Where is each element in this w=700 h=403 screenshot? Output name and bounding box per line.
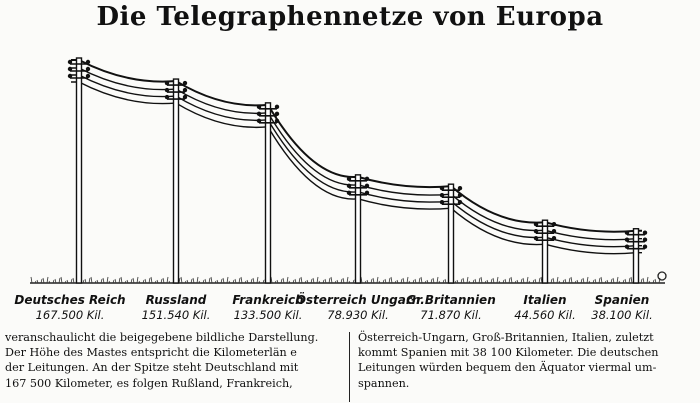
mast-label: Gr.Britannien <box>406 293 496 307</box>
grass-blade <box>317 277 318 283</box>
grass-blade <box>151 277 152 283</box>
caption-left-column <box>5 330 343 391</box>
caption-line: veranschaulicht die beigegebene bildliche Darstellung. <box>5 331 319 344</box>
insulator-icon <box>86 74 90 78</box>
caption <box>0 330 700 403</box>
grass-blade <box>331 277 332 283</box>
mast-label: Frankreich <box>232 293 304 307</box>
insulator-icon <box>347 191 351 195</box>
mast-value-label: 78.930 Kil. <box>327 308 389 322</box>
insulator-icon <box>257 119 261 123</box>
insulator-icon <box>534 222 538 226</box>
grass-blade <box>301 277 302 283</box>
insulator-icon <box>275 119 279 123</box>
mast-value-label: 151.540 Kil. <box>141 308 211 322</box>
grass-blade <box>557 277 558 283</box>
grass-blade <box>287 277 288 283</box>
insulator-icon <box>458 200 462 204</box>
mast-label: Österreich Ungarn <box>295 293 421 307</box>
insulator-icon <box>534 236 538 240</box>
caption-right-column <box>358 330 694 391</box>
insulator-icon <box>86 60 90 64</box>
grass-blade <box>631 277 632 283</box>
insulator-icon <box>643 231 647 235</box>
caption-line: Der Höhe des Mastes entspricht die Kilometerlän e <box>5 346 297 360</box>
grass-blade <box>91 277 92 283</box>
insulator-icon <box>458 186 462 190</box>
mast-value-label: 133.500 Kil. <box>233 308 303 322</box>
insulator-icon <box>365 177 369 181</box>
mast-value-label: 38.100 Kil. <box>591 308 653 322</box>
insulator-icon <box>440 193 444 197</box>
grass-blade <box>497 277 498 283</box>
insulator-icon <box>552 236 556 240</box>
grass-blade <box>121 277 122 283</box>
grass-blade <box>481 277 482 283</box>
grass-blade <box>617 277 618 283</box>
grass-blade <box>571 277 572 283</box>
mast-value-label: 167.500 Kil. <box>35 308 105 322</box>
grass-blade <box>241 277 242 283</box>
insulator-icon <box>257 112 261 116</box>
insulator-icon <box>165 81 169 85</box>
insulator-icon <box>440 200 444 204</box>
insulator-icon <box>165 88 169 92</box>
grass-blade <box>211 277 212 283</box>
grass-blade <box>587 277 588 283</box>
insulator-icon <box>275 105 279 109</box>
mast-bar <box>634 229 639 283</box>
insulator-icon <box>365 191 369 195</box>
insulator-icon <box>365 184 369 188</box>
insulator-icon <box>625 245 629 249</box>
insulator-icon <box>183 95 187 99</box>
mast-bar <box>356 175 361 283</box>
caption-line: spannen. <box>358 376 410 390</box>
grass-blade <box>347 277 348 283</box>
caption-line: kommt Spanien mit 38 100 Kilometer. Die deutschen <box>358 346 659 360</box>
insulator-icon <box>552 229 556 233</box>
mast-value-label: 44.560 Kil. <box>514 308 576 322</box>
grass-blade <box>227 277 228 283</box>
grass-blade <box>407 277 408 283</box>
insulator-icon <box>86 67 90 71</box>
grass-blade <box>421 277 422 283</box>
grass-blade <box>107 277 108 283</box>
grass-blade <box>47 277 48 283</box>
grass-blade <box>437 277 438 283</box>
insulator-icon <box>68 60 72 64</box>
mast-bar <box>77 58 82 283</box>
grass-blade <box>137 277 138 283</box>
caption-line: der Leitungen. An der Spitze steht Deutschland mit <box>5 361 299 375</box>
insulator-icon <box>68 74 72 78</box>
grass-blade <box>377 277 378 283</box>
insulator-icon <box>347 177 351 181</box>
mast-bar <box>266 103 271 283</box>
grass-blade <box>527 277 528 283</box>
mast-label: Spanien <box>594 293 650 307</box>
grass-blade <box>601 277 602 283</box>
caption-line: Leitungen würden bequem den Äquator viermal um- <box>358 361 657 375</box>
mast-bar <box>543 220 548 283</box>
insulator-icon <box>643 245 647 249</box>
insulator-icon <box>552 222 556 226</box>
page-title: Die Telegraphennetze von Europa <box>96 2 604 32</box>
grass-blade <box>61 277 62 283</box>
insulator-icon <box>347 184 351 188</box>
grass-blade <box>257 277 258 283</box>
grass-blade <box>31 277 32 283</box>
caption-line: 167 500 Kilometer, es folgen Rußland, Frankreich, <box>5 376 293 390</box>
mast-label: Deutsches Reich <box>14 293 126 307</box>
caption-line: Österreich-Ungarn, Groß-Britannien, Italien, zuletzt <box>358 331 654 344</box>
grass-blade <box>197 277 198 283</box>
insulator-icon <box>183 81 187 85</box>
insulator-icon <box>183 88 187 92</box>
insulator-icon <box>534 229 538 233</box>
insulator-icon <box>68 67 72 71</box>
insulator-icon <box>658 272 666 280</box>
insulator-icon <box>458 193 462 197</box>
mast-label: Russland <box>145 293 207 307</box>
grass-blade <box>467 277 468 283</box>
mast-bar <box>449 184 454 283</box>
column-divider <box>349 332 350 402</box>
insulator-icon <box>625 231 629 235</box>
grass-blade <box>167 277 168 283</box>
insulator-icon <box>643 238 647 242</box>
grass-blade <box>511 277 512 283</box>
insulator-icon <box>275 112 279 116</box>
insulator-icon <box>257 105 261 109</box>
insulator-icon <box>440 186 444 190</box>
grass-blade <box>647 277 648 283</box>
grass-blade <box>391 277 392 283</box>
insulator-icon <box>165 95 169 99</box>
grass-blade <box>181 277 182 283</box>
insulator-icon <box>625 238 629 242</box>
mast-value-label: 71.870 Kil. <box>420 308 482 322</box>
mast-bar <box>174 79 179 283</box>
mast-label: Italien <box>523 293 567 307</box>
